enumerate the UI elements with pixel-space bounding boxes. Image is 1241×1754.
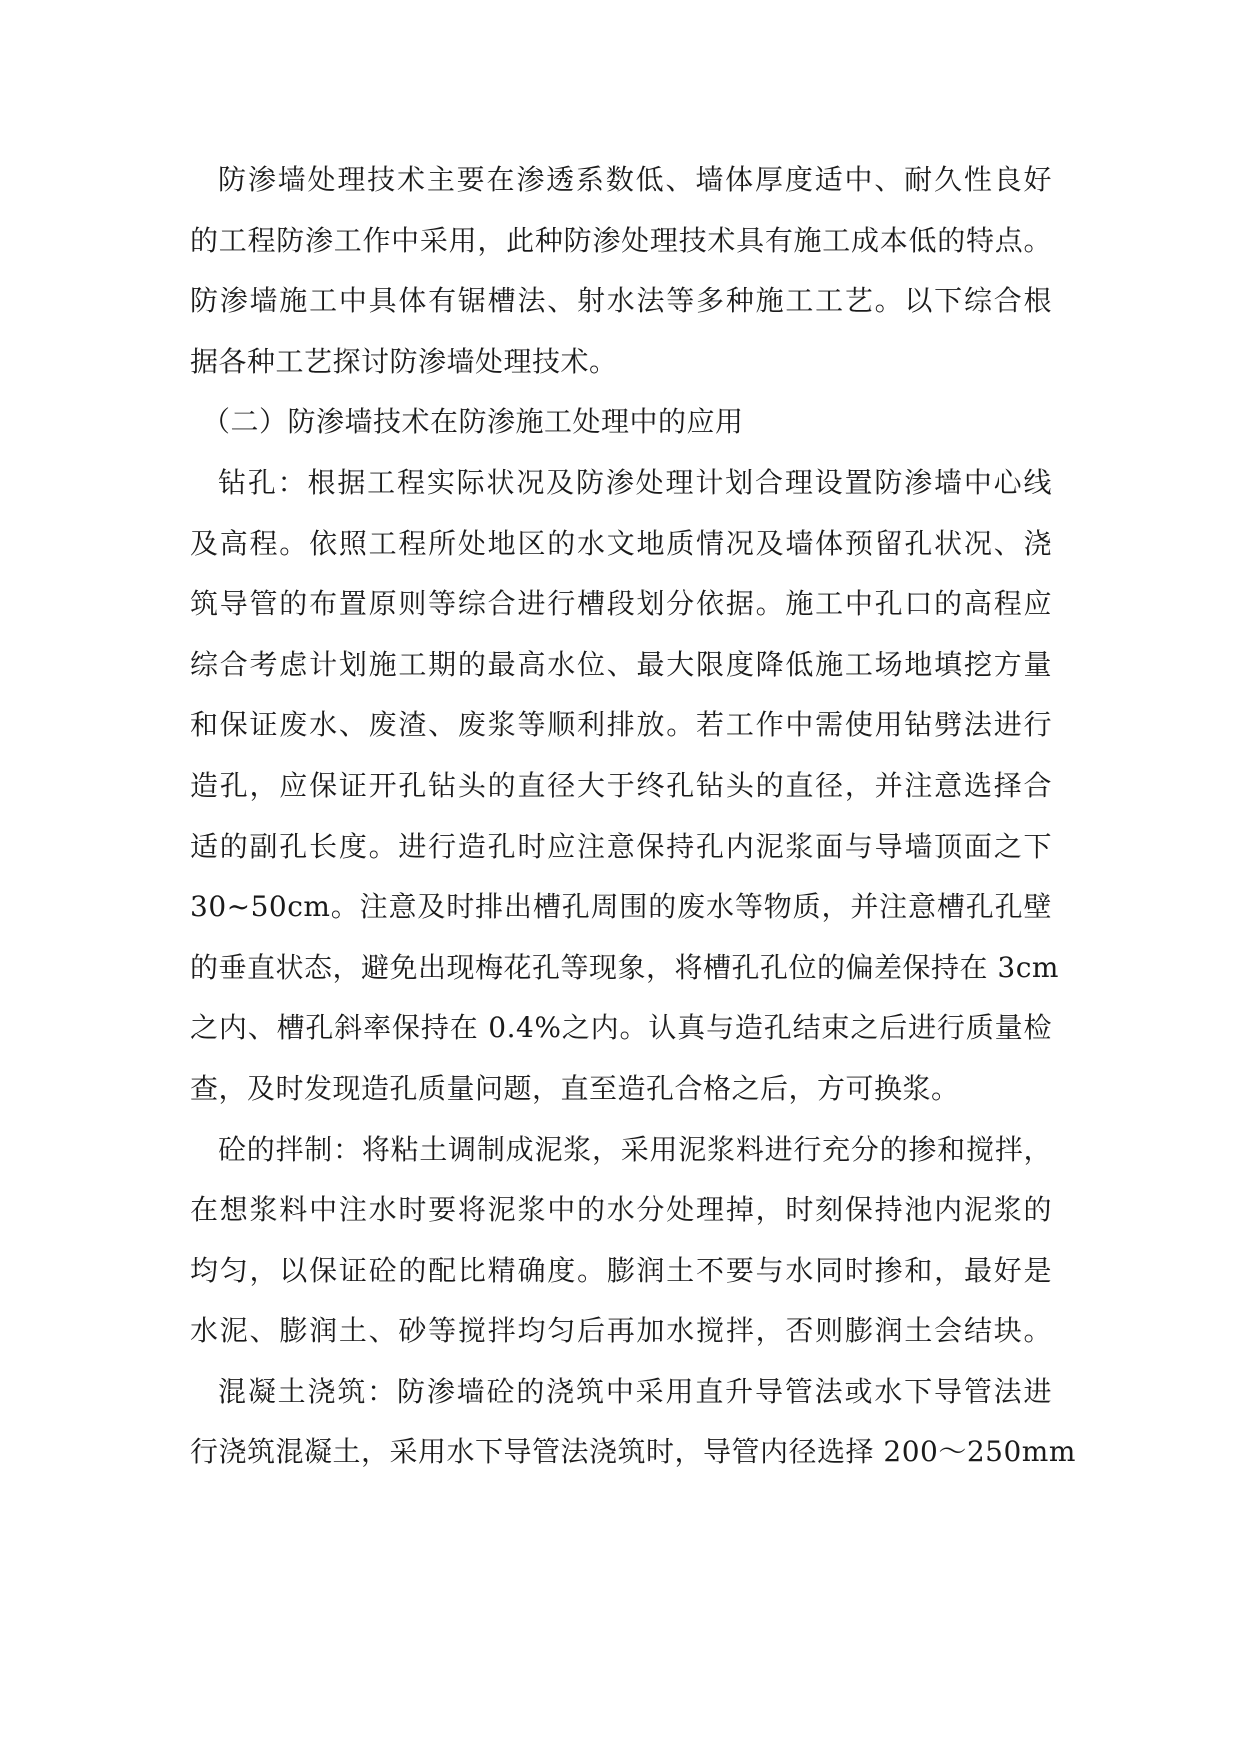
text-line: 造孔，应保证开孔钻头的直径大于终孔钻头的直径，并注意选择合 <box>190 768 1052 802</box>
text-line: 防渗墙处理技术主要在渗透系数低、墙体厚度适中、耐久性良好 <box>218 163 1052 196</box>
text-line: 行浇筑混凝土，采用水下导管法浇筑时，导管内径选择 200～250mm <box>190 1435 1076 1469</box>
paragraph-pouring <box>190 1362 1076 1483</box>
text-line: 适的副孔长度。进行造孔时应注意保持孔内泥浆面与导墙顶面之下 <box>190 829 1052 863</box>
text-line: 综合考虑计划施工期的最高水位、最大限度降低施工场地填挖方量 <box>190 647 1052 681</box>
section-heading <box>190 392 1052 453</box>
text-line: 均匀，以保证砼的配比精确度。膨润土不要与水同时掺和，最好是 <box>190 1253 1052 1287</box>
text-line: 之内、槽孔斜率保持在 0.4%之内。认真与造孔结束之后进行质量检 <box>190 1011 1052 1045</box>
text-line: 在想浆料中注水时要将泥浆中的水分处理掉，时刻保持池内泥浆的 <box>190 1193 1052 1227</box>
text-line: 30~50cm。注意及时排出槽孔周围的废水等物质，并注意槽孔孔壁 <box>190 890 1052 924</box>
text-line: 水泥、膨润土、砂等搅拌均匀后再加水搅拌，否则膨润土会结块。 <box>190 1314 1052 1348</box>
text-line: 据各种工艺探讨防渗墙处理技术。 <box>190 344 618 378</box>
paragraph-mixing <box>190 1120 1052 1362</box>
text-line: 混凝土浇筑：防渗墙砼的浇筑中采用直升导管法或水下导管法进 <box>218 1374 1052 1408</box>
text-line: 的垂直状态，避免出现梅花孔等现象，将槽孔孔位的偏差保持在 3cm <box>190 950 1059 984</box>
heading-text: （二）防渗墙技术在防渗施工处理中的应用 <box>202 405 744 439</box>
text-line: 钻孔：根据工程实际状况及防渗处理计划合理设置防渗墙中心线 <box>218 465 1052 499</box>
text-line: 查，及时发现造孔质量问题，直至造孔合格之后，方可换浆。 <box>190 1071 960 1105</box>
text-line: 筑导管的布置原则等综合进行槽段划分依据。施工中孔口的高程应 <box>190 587 1052 621</box>
paragraph-drilling <box>190 453 1059 1120</box>
text-line: 砼的拌制：将粘土调制成泥浆，采用泥浆料进行充分的掺和搅拌， <box>218 1132 1052 1166</box>
paragraph-intro <box>190 150 1052 392</box>
text-line: 的工程防渗工作中采用，此种防渗处理技术具有施工成本低的特点。 <box>190 223 1052 257</box>
document-page <box>190 150 1076 1483</box>
text-line: 防渗墙施工中具体有锯槽法、射水法等多种施工工艺。以下综合根 <box>190 284 1052 318</box>
text-line: 及高程。依照工程所处地区的水文地质情况及墙体预留孔状况、浇 <box>190 526 1052 560</box>
text-line: 和保证废水、废渣、废浆等顺利排放。若工作中需使用钻劈法进行 <box>190 708 1052 742</box>
